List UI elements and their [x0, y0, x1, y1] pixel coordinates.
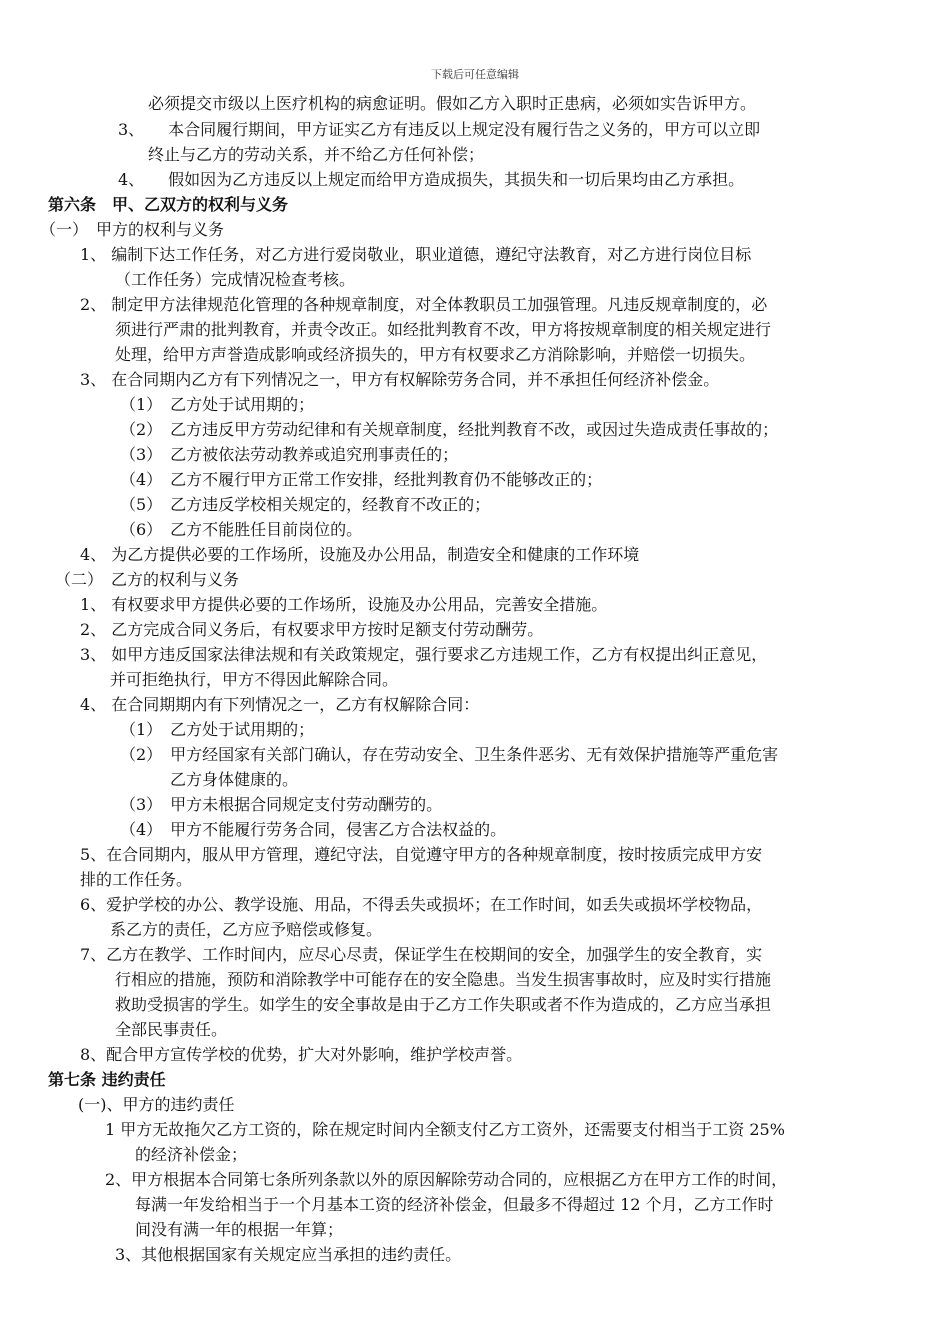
subsection-heading: (一)、甲方的违约责任 [78, 1095, 235, 1114]
text-line: 7、乙方在教学、工作时间内，应尽心尽责，保证学生在校期间的安全，加强学生的安全教育，实 [80, 945, 763, 964]
text-line: 1、 有权要求甲方提供必要的工作场所，设施及办公用品，完善安全措施。 [80, 595, 608, 614]
text-line: 8、配合甲方宣传学校的优势，扩大对外影响，维护学校声誉。 [80, 1045, 523, 1064]
text-line: 1 甲方无故拖欠乙方工资的，除在规定时间内全额支付乙方工资外，还需要支付相当于工资 25% [105, 1120, 785, 1139]
text-line: 排的工作任务。 [80, 870, 193, 889]
section-heading: 第七条 违约责任 [48, 1070, 166, 1089]
text-line: 2、甲方根据本合同第七条所列条款以外的原因解除劳动合同的，应根据乙方在甲方工作的时间， [105, 1170, 788, 1189]
text-line: 2、 制定甲方法律规范化管理的各种规章制度，对全体教职员工加强管理。凡违反规章制度的，必 [80, 295, 768, 314]
text-line: 3、 如甲方违反国家法律法规和有关政策规定，强行要求乙方违规工作，乙方有权提出纠正意见， [80, 645, 768, 664]
text-line: 3、 在合同期内乙方有下列情况之一，甲方有权解除劳务合同，并不承担任何经济补偿金。 [80, 370, 720, 389]
text-line: 间没有满一年的根据一年算； [135, 1220, 344, 1239]
subsection-heading: （一） 甲方的权利与义务 [40, 220, 225, 239]
section-heading: 第六条 甲、乙双方的权利与义务 [48, 195, 289, 214]
text-line: 必须提交市级以上医疗机构的病愈证明。假如乙方入职时正患病，必须如实告诉甲方。 [148, 94, 757, 113]
text-line: 4、 为乙方提供必要的工作场所，设施及办公用品，制造安全和健康的工作环境 [80, 545, 640, 564]
text-line: 4、 假如因为乙方违反以上规定而给甲方造成损失，其损失和一切后果均由乙方承担。 [118, 170, 745, 189]
list-item: （5） 乙方违反学校相关规定的，经教育不改正的； [120, 495, 491, 514]
text-line: 处理，给甲方声誉造成影响或经济损失的，甲方有权要求乙方消除影响，并赔偿一切损失。 [115, 345, 756, 364]
text-line: 每满一年发给相当于一个月基本工资的经济补偿金，但最多不得超过 12 个月，乙方工作时 [135, 1195, 774, 1214]
text-line: 行相应的措施，预防和消除教学中可能存在的安全隐患。当发生损害事故时，应及时实行措施 [115, 970, 772, 989]
page-header-note: 下载后可任意编辑 [431, 68, 519, 81]
text-line: 全部民事责任。 [115, 1020, 228, 1039]
text-line: 1、 编制下达工作任务，对乙方进行爱岗敬业，职业道德，遵纪守法教育，对乙方进行岗位目标 [80, 245, 752, 264]
text-line: 3、 本合同履行期间，甲方证实乙方有违反以上规定没有履行告之义务的，甲方可以立即 [118, 120, 761, 139]
list-item: （6） 乙方不能胜任目前岗位的。 [120, 520, 363, 539]
text-line: 须进行严肃的批判教育，并责令改正。如经批判教育不改，甲方将按规章制度的相关规定进行 [115, 320, 772, 339]
text-line: 并可拒绝执行，甲方不得因此解除合同。 [110, 670, 399, 689]
list-item: （1） 乙方处于试用期的； [120, 395, 315, 414]
text-line: 救助受损害的学生。如学生的安全事故是由于乙方工作失职或者不作为造成的，乙方应当承担 [115, 995, 772, 1014]
text-line: 6、爱护学校的办公、教学设施、用品，不得丢失或损坏；在工作时间，如丢失或损坏学校物品， [80, 895, 763, 914]
list-item: （2） 乙方违反甲方劳动纪律和有关规章制度，经批判教育不改，或因过失造成责任事故的； [120, 420, 779, 439]
text-line: 5、在合同期内，服从甲方管理，遵纪守法，自觉遵守甲方的各种规章制度，按时按质完成甲方安 [80, 845, 763, 864]
list-item: （3） 乙方被依法劳动教养或追究刑事责任的； [120, 445, 459, 464]
text-line: 3、其他根据国家有关规定应当承担的违约责任。 [115, 1245, 462, 1264]
list-item: （2） 甲方经国家有关部门确认，存在劳动安全、卫生条件恶劣、无有效保护措施等严重危害 [120, 745, 779, 764]
text-line: 乙方身体健康的。 [170, 770, 299, 789]
list-item: （1） 乙方处于试用期的； [120, 720, 315, 739]
text-line: 系乙方的责任，乙方应予赔偿或修复。 [110, 920, 383, 939]
list-item: （4） 乙方不履行甲方正常工作安排，经批判教育仍不能够改正的； [120, 470, 603, 489]
text-line: （工作任务）完成情况检查考核。 [115, 270, 356, 289]
text-line: 4、 在合同期期内有下列情况之一，乙方有权解除合同： [80, 695, 480, 714]
list-item: （4） 甲方不能履行劳务合同，侵害乙方合法权益的。 [120, 820, 507, 839]
list-item: （3） 甲方未根据合同规定支付劳动酬劳的。 [120, 795, 443, 814]
text-line: 的经济补偿金； [135, 1145, 248, 1164]
text-line: 终止与乙方的劳动关系，并不给乙方任何补偿； [148, 145, 485, 164]
subsection-heading: （二） 乙方的权利与义务 [55, 570, 240, 589]
text-line: 2、 乙方完成合同义务后，有权要求甲方按时足额支付劳动酬劳。 [80, 620, 544, 639]
